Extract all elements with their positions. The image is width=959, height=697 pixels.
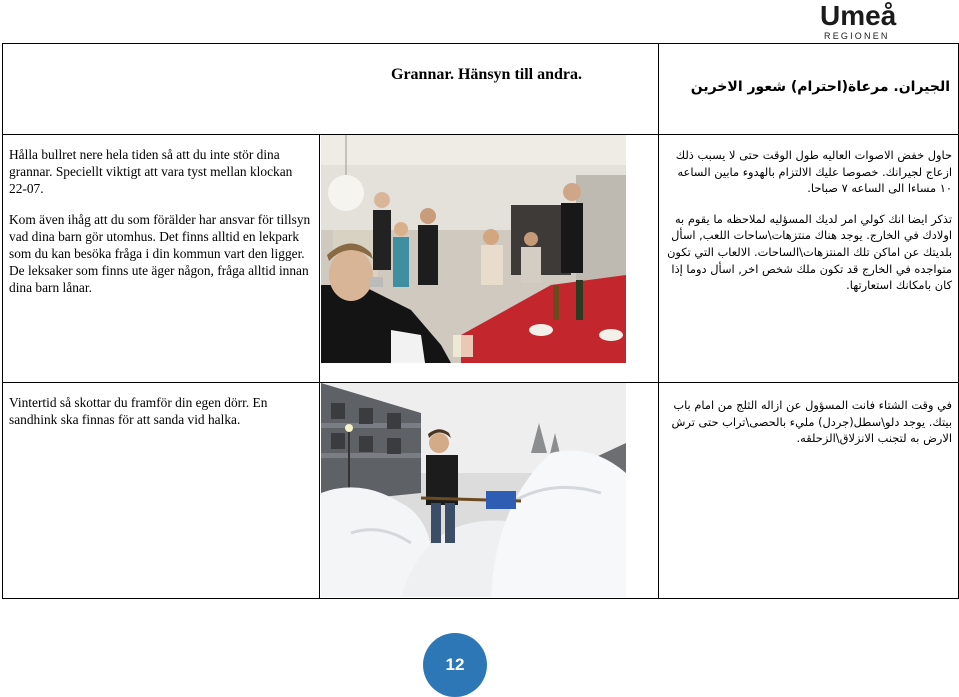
section1-swedish-noise: Hålla bullret nere hela tiden så att du inte stör dina grannar. Speciellt viktigt att vara tyst mellan klockan 22-07. <box>9 147 293 196</box>
umea-region-logo <box>820 2 930 42</box>
section1-arabic-noise: حاول خفض الاصوات العاليه طول الوقت حتى لا يسبب ذلك ازعاج لجيرانك. خصوصا عليك الالتزام بالهدوء مابين الساعه ١٠ مساءا الى الساعه ٧ صباحا. <box>675 148 953 196</box>
header-arabic: الجيران. مرعاة(احترام) شعور الاخرين <box>659 44 959 135</box>
logo-wordmark: Umeå <box>820 0 897 31</box>
section1-arabic-children: تذكر ايضا انك كولي امر لديك المسؤليه لملاحظه ما يقوم به اولادك في الخارج. يوجد هناك منتزهات\ساحات اللعب, اسأل بلديتك عن اماكن تلك المنتزهات\الساحات. الالعاب التي تكون متواجده في الخارج قد تكون ملك شخص اخر, اسأل دوما إذا كان بامكانك استعارتها. <box>667 211 953 293</box>
party-photo <box>321 135 626 363</box>
snow-photo <box>321 383 626 597</box>
section2-swedish: Vintertid så skottar du framför din egen dörr. En sandhink ska finnas för att sanda vid halka. <box>3 383 320 599</box>
section1-swedish <box>3 135 320 383</box>
section1-arabic <box>659 135 959 383</box>
header-swedish: Grannar. Hänsyn till andra. <box>3 44 659 135</box>
section2-arabic: في وقت الشتاء فانت المسؤول عن ازاله الثلج من امام باب بيتك. يوجد دلو\سطل(جردل) مليء بالحصى\تراب حتى ترش الارض به لتجنب الانزلاق\الزحلقه. <box>659 383 959 599</box>
logo-subtitle: REGIONEN <box>824 31 890 41</box>
page-number-badge: 12 <box>423 633 487 697</box>
section1-swedish-children: Kom även ihåg att du som förälder har ansvar för tillsyn vad dina barn gör utomhus. Det finns alltid en lekpark som du kan besöka fråga i din kommun vart den ligger. De leksaker som finns ute äger någon, fråga alltid innan dina barn lånar. <box>9 212 311 295</box>
